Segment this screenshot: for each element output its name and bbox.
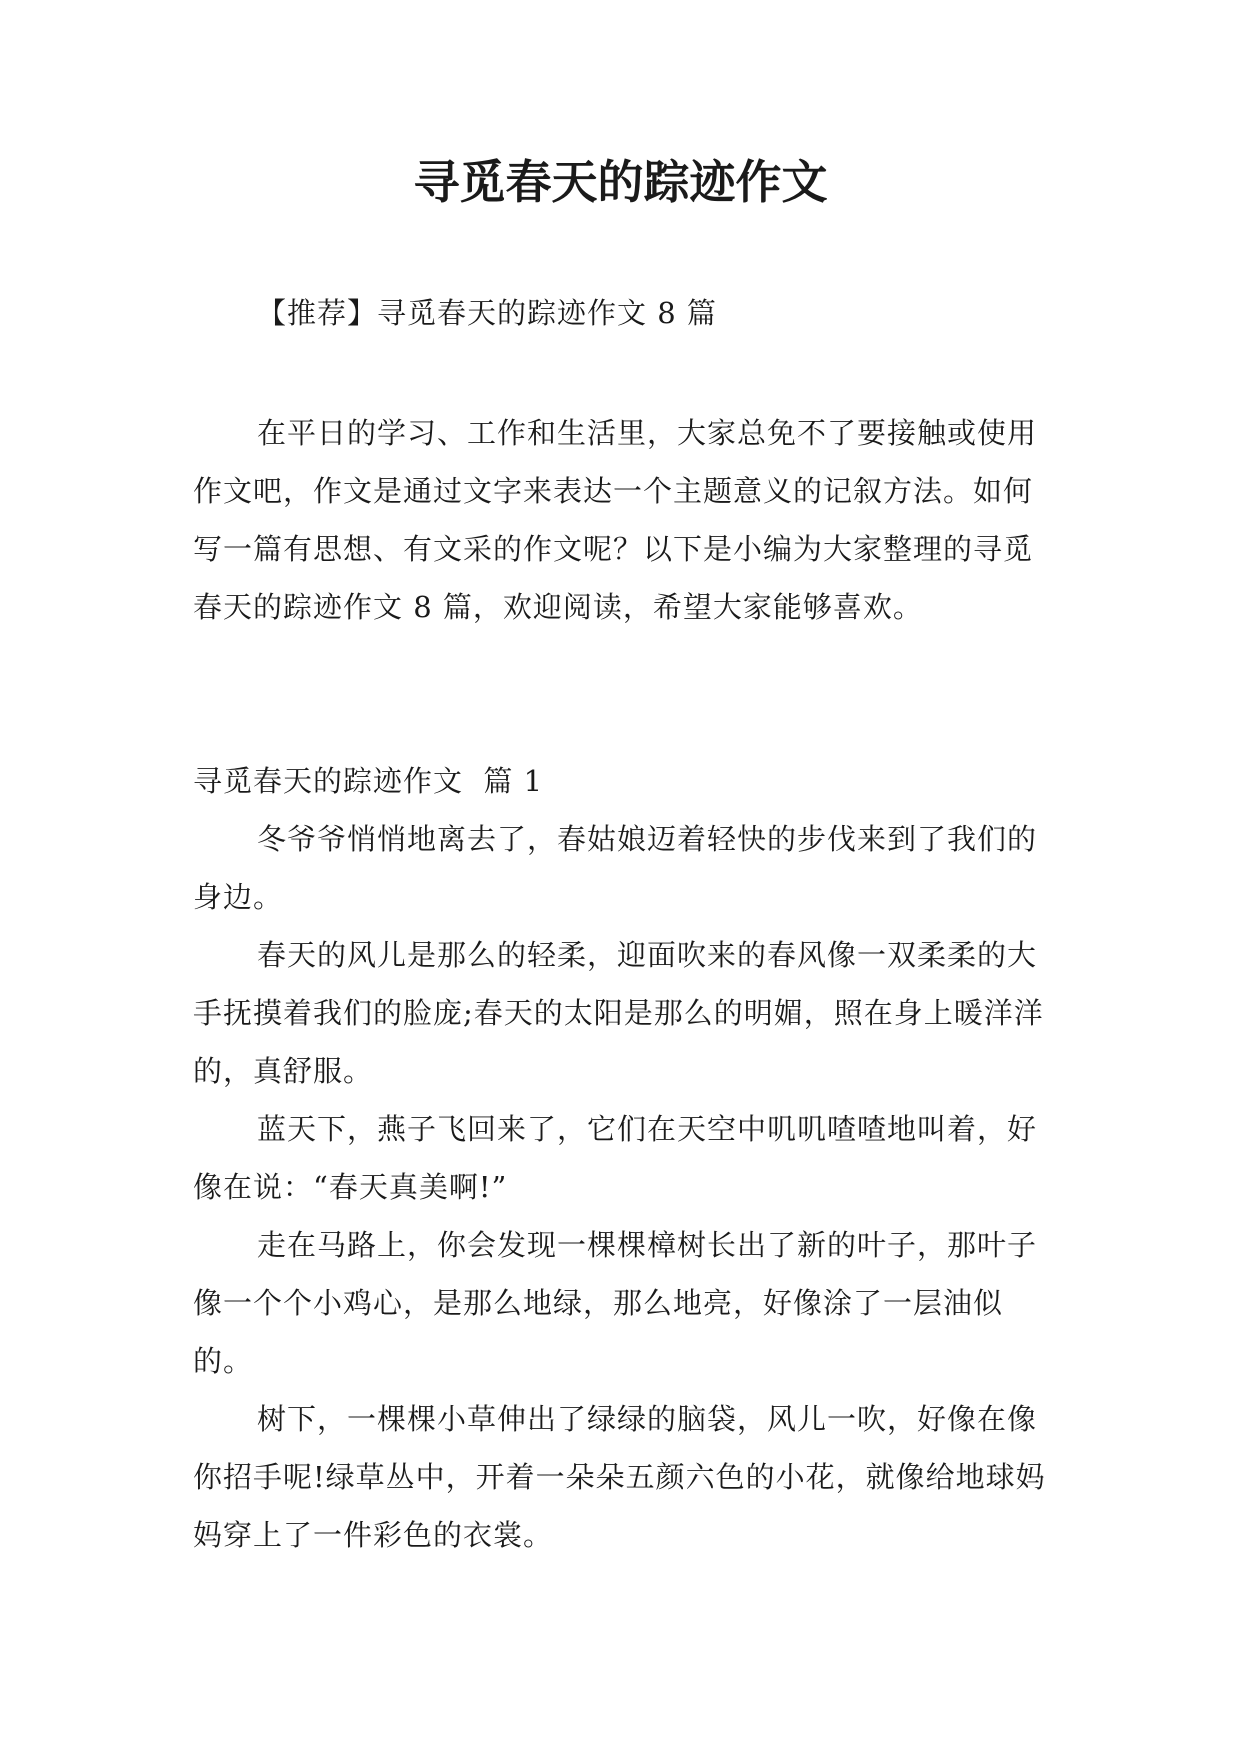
document-title: 寻觅春天的踪迹作文	[413, 155, 828, 209]
document-subtitle: 【推荐】寻觅春天的踪迹作文 8 篇	[257, 296, 717, 330]
body-paragraph: 走在马路上，你会发现一棵棵樟树长出了新的叶子，那叶子像一个个小鸡心，是那么地绿，那么地亮，好像涂了一层油似的。	[193, 1228, 1038, 1378]
section-heading: 寻觅春天的踪迹作文 篇 1	[193, 764, 544, 798]
body-paragraph: 冬爷爷悄悄地离去了，春姑娘迈着轻快的步伐来到了我们的身边。	[193, 822, 1038, 914]
body-paragraph: 树下，一棵棵小草伸出了绿绿的脑袋，风儿一吹，好像在像你招手呢!绿草丛中，开着一朵朵五颜六色的小花，就像给地球妈妈穿上了一件彩色的衣裳。	[193, 1402, 1046, 1552]
body-paragraph: 春天的风儿是那么的轻柔，迎面吹来的春风像一双柔柔的大手抚摸着我们的脸庞;春天的太阳是那么的明媚，照在身上暖洋洋的，真舒服。	[193, 938, 1044, 1088]
intro-paragraph: 在平日的学习、工作和生活里，大家总免不了要接触或使用作文吧，作文是通过文字来表达一个主题意义的记叙方法。如何写一篇有思想、有文采的作文呢？以下是小编为大家整理的寻觅春天的踪迹作文 8 篇，欢迎阅读，希望大家能够喜欢。	[193, 416, 1038, 624]
body-paragraph: 蓝天下，燕子飞回来了，它们在天空中叽叽喳喳地叫着，好像在说：“春天真美啊!”	[193, 1112, 1038, 1204]
